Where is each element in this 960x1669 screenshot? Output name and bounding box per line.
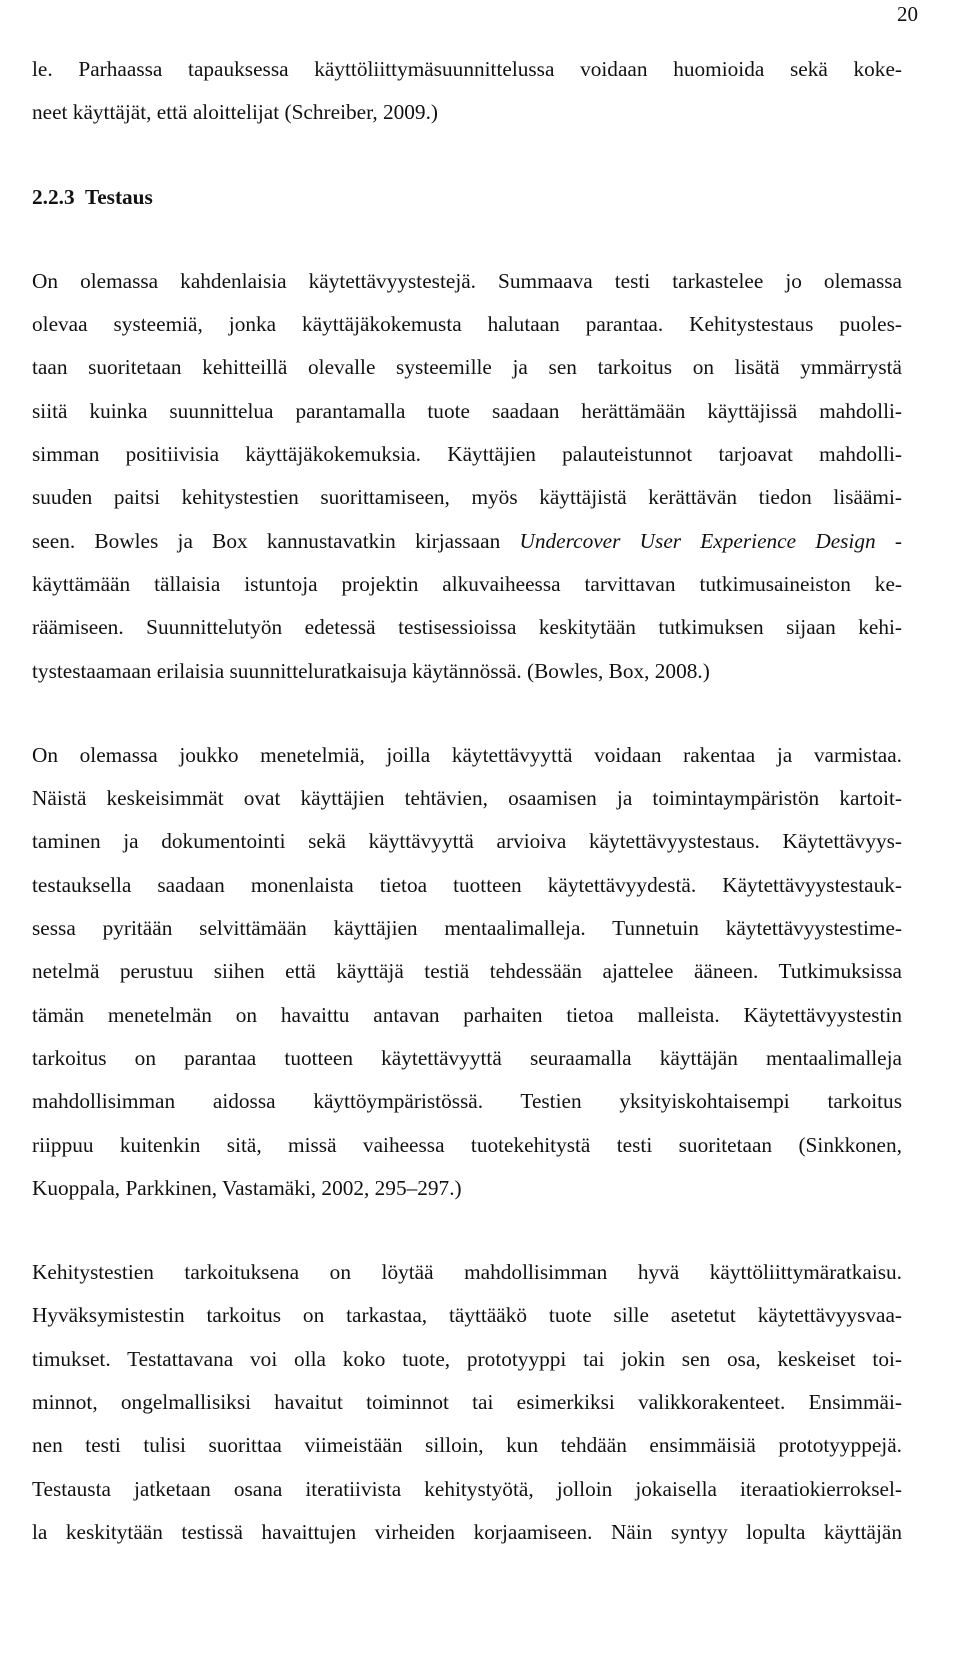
text-line: timukset. Testattavana voi olla koko tuote, prototyyppi tai jokin sen osa, keskeiset toi- <box>32 1346 902 1371</box>
text-line: On olemassa joukko menetelmiä, joilla käytettävyyttä voidaan rakentaa ja varmistaa. <box>32 742 902 767</box>
text-line: la keskitytään testissä havaittujen virheiden korjaamiseen. Näin syntyy lopulta käyttäjän <box>32 1519 902 1544</box>
text-segment: - <box>875 528 902 553</box>
section-title: Testaus <box>84 184 153 209</box>
text-line: minnot, ongelmallisiksi havaitut toiminnot tai esimerkiksi valikkorakenteet. Ensimmäi- <box>32 1390 902 1415</box>
text-line: käyttämään tällaisia istuntoja projektin alkuvaiheessa tarvittavan tutkimusaineiston ke- <box>32 571 902 596</box>
text-line: On olemassa kahdenlaisia käytettävyystestejä. Summaava testi tarkastelee jo olemassa <box>32 268 902 293</box>
text-line: taan suoritetaan kehitteillä olevalle systeemille ja sen tarkoitus on lisätä ymmärrystä <box>32 355 902 380</box>
text-line: siitä kuinka suunnittelua parantamalla tuote saadaan herättämään käyttäjissä mahdolli- <box>32 398 902 423</box>
text-line: taminen ja dokumentointi sekä käyttävyyttä arvioiva käytettävyystestaus. Käytettävyys- <box>32 829 902 854</box>
page-number: 20 <box>897 2 918 26</box>
text-line: simman positiivisia käyttäjäkokemuksia. Käyttäjien palauteistunnot tarjoavat mahdolli- <box>32 442 902 467</box>
text-line: testauksella saadaan monenlaista tietoa tuotteen käytettävyydestä. Käytettävyystestauk- <box>32 872 902 897</box>
text-line: Hyväksymistestin tarkoitus on tarkastaa, täyttääkö tuote sille asetetut käytettävyysvaa- <box>32 1303 902 1328</box>
intro-paragraph <box>32 48 902 135</box>
book-title: Undercover User Experience Design <box>519 528 876 553</box>
text-line: mahdollisimman aidossa käyttöympäristössä. Testien yksityiskohtaisempi tarkoitus <box>32 1089 902 1114</box>
section-number: 2.2.3 <box>32 184 75 209</box>
text-segment: seen. Bowles ja Box kannustavatkin kirjassaan <box>32 528 520 553</box>
text-line: neet käyttäjät, että aloittelijat (Schreiber, 2009.) <box>32 100 438 125</box>
text-line: le. Parhaassa tapauksessa käyttöliittymäsuunnittelussa voidaan huomioida sekä koke- <box>32 57 902 81</box>
text-line: Näistä keskeisimmät ovat käyttäjien tehtävien, osaamisen ja toimintaympäristön kartoit- <box>32 786 902 811</box>
text-line: olevaa systeemiä, jonka käyttäjäkokemusta halutaan parantaa. Kehitystestaus puoles- <box>32 312 902 337</box>
paragraph <box>32 734 902 1210</box>
text-line: suuden paitsi kehitystestien suorittamiseen, myös käyttäjistä kerättävän tiedon lisäämi- <box>32 485 902 510</box>
text-line-with-book-title <box>32 520 902 563</box>
text-line: riippuu kuitenkin sitä, missä vaiheessa tuotekehitystä testi suoritetaan (Sinkkonen, <box>32 1132 902 1157</box>
document-body <box>32 48 902 1554</box>
paragraph <box>32 260 902 693</box>
text-line: netelmä perustuu siihen että käyttäjä testiä tehdessään ajattelee ääneen. Tutkimuksissa <box>32 959 902 984</box>
text-line: sessa pyritään selvittämään käyttäjien mentaalimalleja. Tunnetuin käytettävyystestime- <box>32 916 902 941</box>
text-line: tarkoitus on parantaa tuotteen käytettävyyttä seuraamalla käyttäjän mentaalimalleja <box>32 1045 902 1070</box>
text-line: tämän menetelmän on havaittu antavan parhaiten tietoa malleista. Käytettävyystestin <box>32 1002 902 1027</box>
text-line: Testausta jatketaan osana iteratiivista kehitystyötä, jolloin jokaisella iteraatiokierroksel- <box>32 1476 902 1501</box>
text-line: Kuoppala, Parkkinen, Vastamäki, 2002, 295–297.) <box>32 1175 462 1200</box>
text-line: räämiseen. Suunnittelutyön edetessä testisessioissa keskitytään tutkimuksen sijaan kehi- <box>32 615 902 640</box>
text-line: nen testi tulisi suorittaa viimeistään silloin, kun tehdään ensimmäisiä prototyyppejä. <box>32 1433 902 1458</box>
paragraph <box>32 1251 902 1554</box>
text-line: tystestaamaan erilaisia suunnitteluratkaisuja käytännössä. (Bowles, Box, 2008.) <box>32 658 710 683</box>
section-heading <box>32 176 902 219</box>
text-line: Kehitystestien tarkoituksena on löytää mahdollisimman hyvä käyttöliittymäratkaisu. <box>32 1260 902 1285</box>
